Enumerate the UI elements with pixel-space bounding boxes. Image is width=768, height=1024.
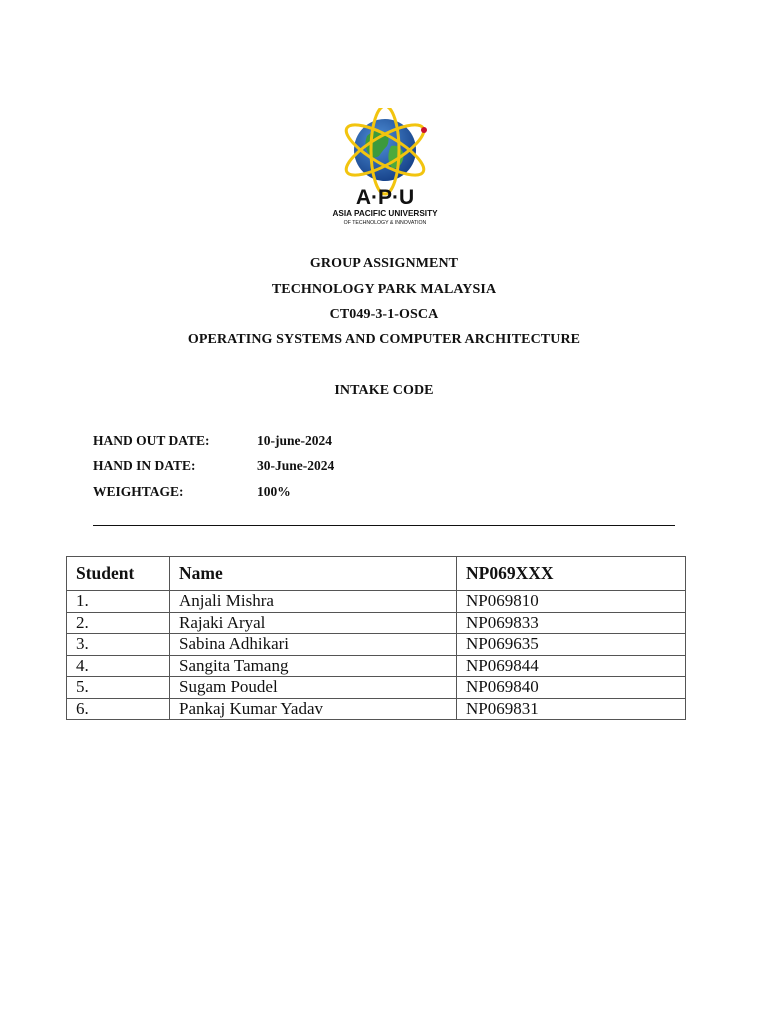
- intake-code: INTAKE CODE: [334, 383, 434, 398]
- student-name: Sabina Adhikari: [170, 634, 457, 656]
- table-row: [67, 612, 686, 634]
- student-name: Anjali Mishra: [170, 591, 457, 613]
- student-name: Pankaj Kumar Yadav: [170, 698, 457, 720]
- student-name: Sangita Tamang: [170, 655, 457, 677]
- student-id: NP069831: [457, 698, 686, 720]
- campus-name: TECHNOLOGY PARK MALAYSIA: [271, 282, 497, 297]
- header-name: Name: [170, 557, 457, 591]
- hand-in-date-label: HAND IN DATE:: [93, 458, 196, 473]
- student-name: Sugam Poudel: [170, 677, 457, 699]
- student-table: [66, 556, 686, 720]
- table-row: [67, 698, 686, 720]
- hand-in-date-value: 30-June-2024: [257, 458, 335, 473]
- weightage-value: 100%: [257, 484, 291, 499]
- student-number: 3.: [67, 634, 170, 656]
- hand-out-date-label: HAND OUT DATE:: [93, 433, 210, 448]
- student-number: 1.: [67, 591, 170, 613]
- assignment-type: GROUP ASSIGNMENT: [309, 256, 459, 271]
- student-id: NP069833: [457, 612, 686, 634]
- student-number: 2.: [67, 612, 170, 634]
- header-student: Student: [67, 557, 170, 591]
- divider-line: [93, 525, 675, 526]
- student-name: Rajaki Aryal: [170, 612, 457, 634]
- table-header-row: [67, 557, 686, 591]
- student-id: NP069840: [457, 677, 686, 699]
- student-number: 4.: [67, 655, 170, 677]
- student-number: 6.: [67, 698, 170, 720]
- table-row: [67, 655, 686, 677]
- weightage-label: WEIGHTAGE:: [93, 484, 184, 499]
- apu-logo: [315, 108, 455, 228]
- table-row: [67, 677, 686, 699]
- table-row: [67, 634, 686, 656]
- table-row: [67, 591, 686, 613]
- student-number: 5.: [67, 677, 170, 699]
- header-id: NP069XXX: [457, 557, 686, 591]
- hand-out-date-value: 10-june-2024: [257, 433, 332, 448]
- module-name: OPERATING SYSTEMS AND COMPUTER ARCHITECTURE: [187, 332, 581, 347]
- student-id: NP069635: [457, 634, 686, 656]
- logo-letters: A·P·U: [355, 186, 415, 209]
- logo-tagline: OF TECHNOLOGY & INNOVATION: [343, 220, 427, 226]
- logo-university-name: ASIA PACIFIC UNIVERSITY: [332, 209, 438, 218]
- student-id: NP069810: [457, 591, 686, 613]
- student-id: NP069844: [457, 655, 686, 677]
- globe-orbit-icon: [315, 108, 455, 228]
- module-code: CT049-3-1-OSCA: [329, 307, 439, 322]
